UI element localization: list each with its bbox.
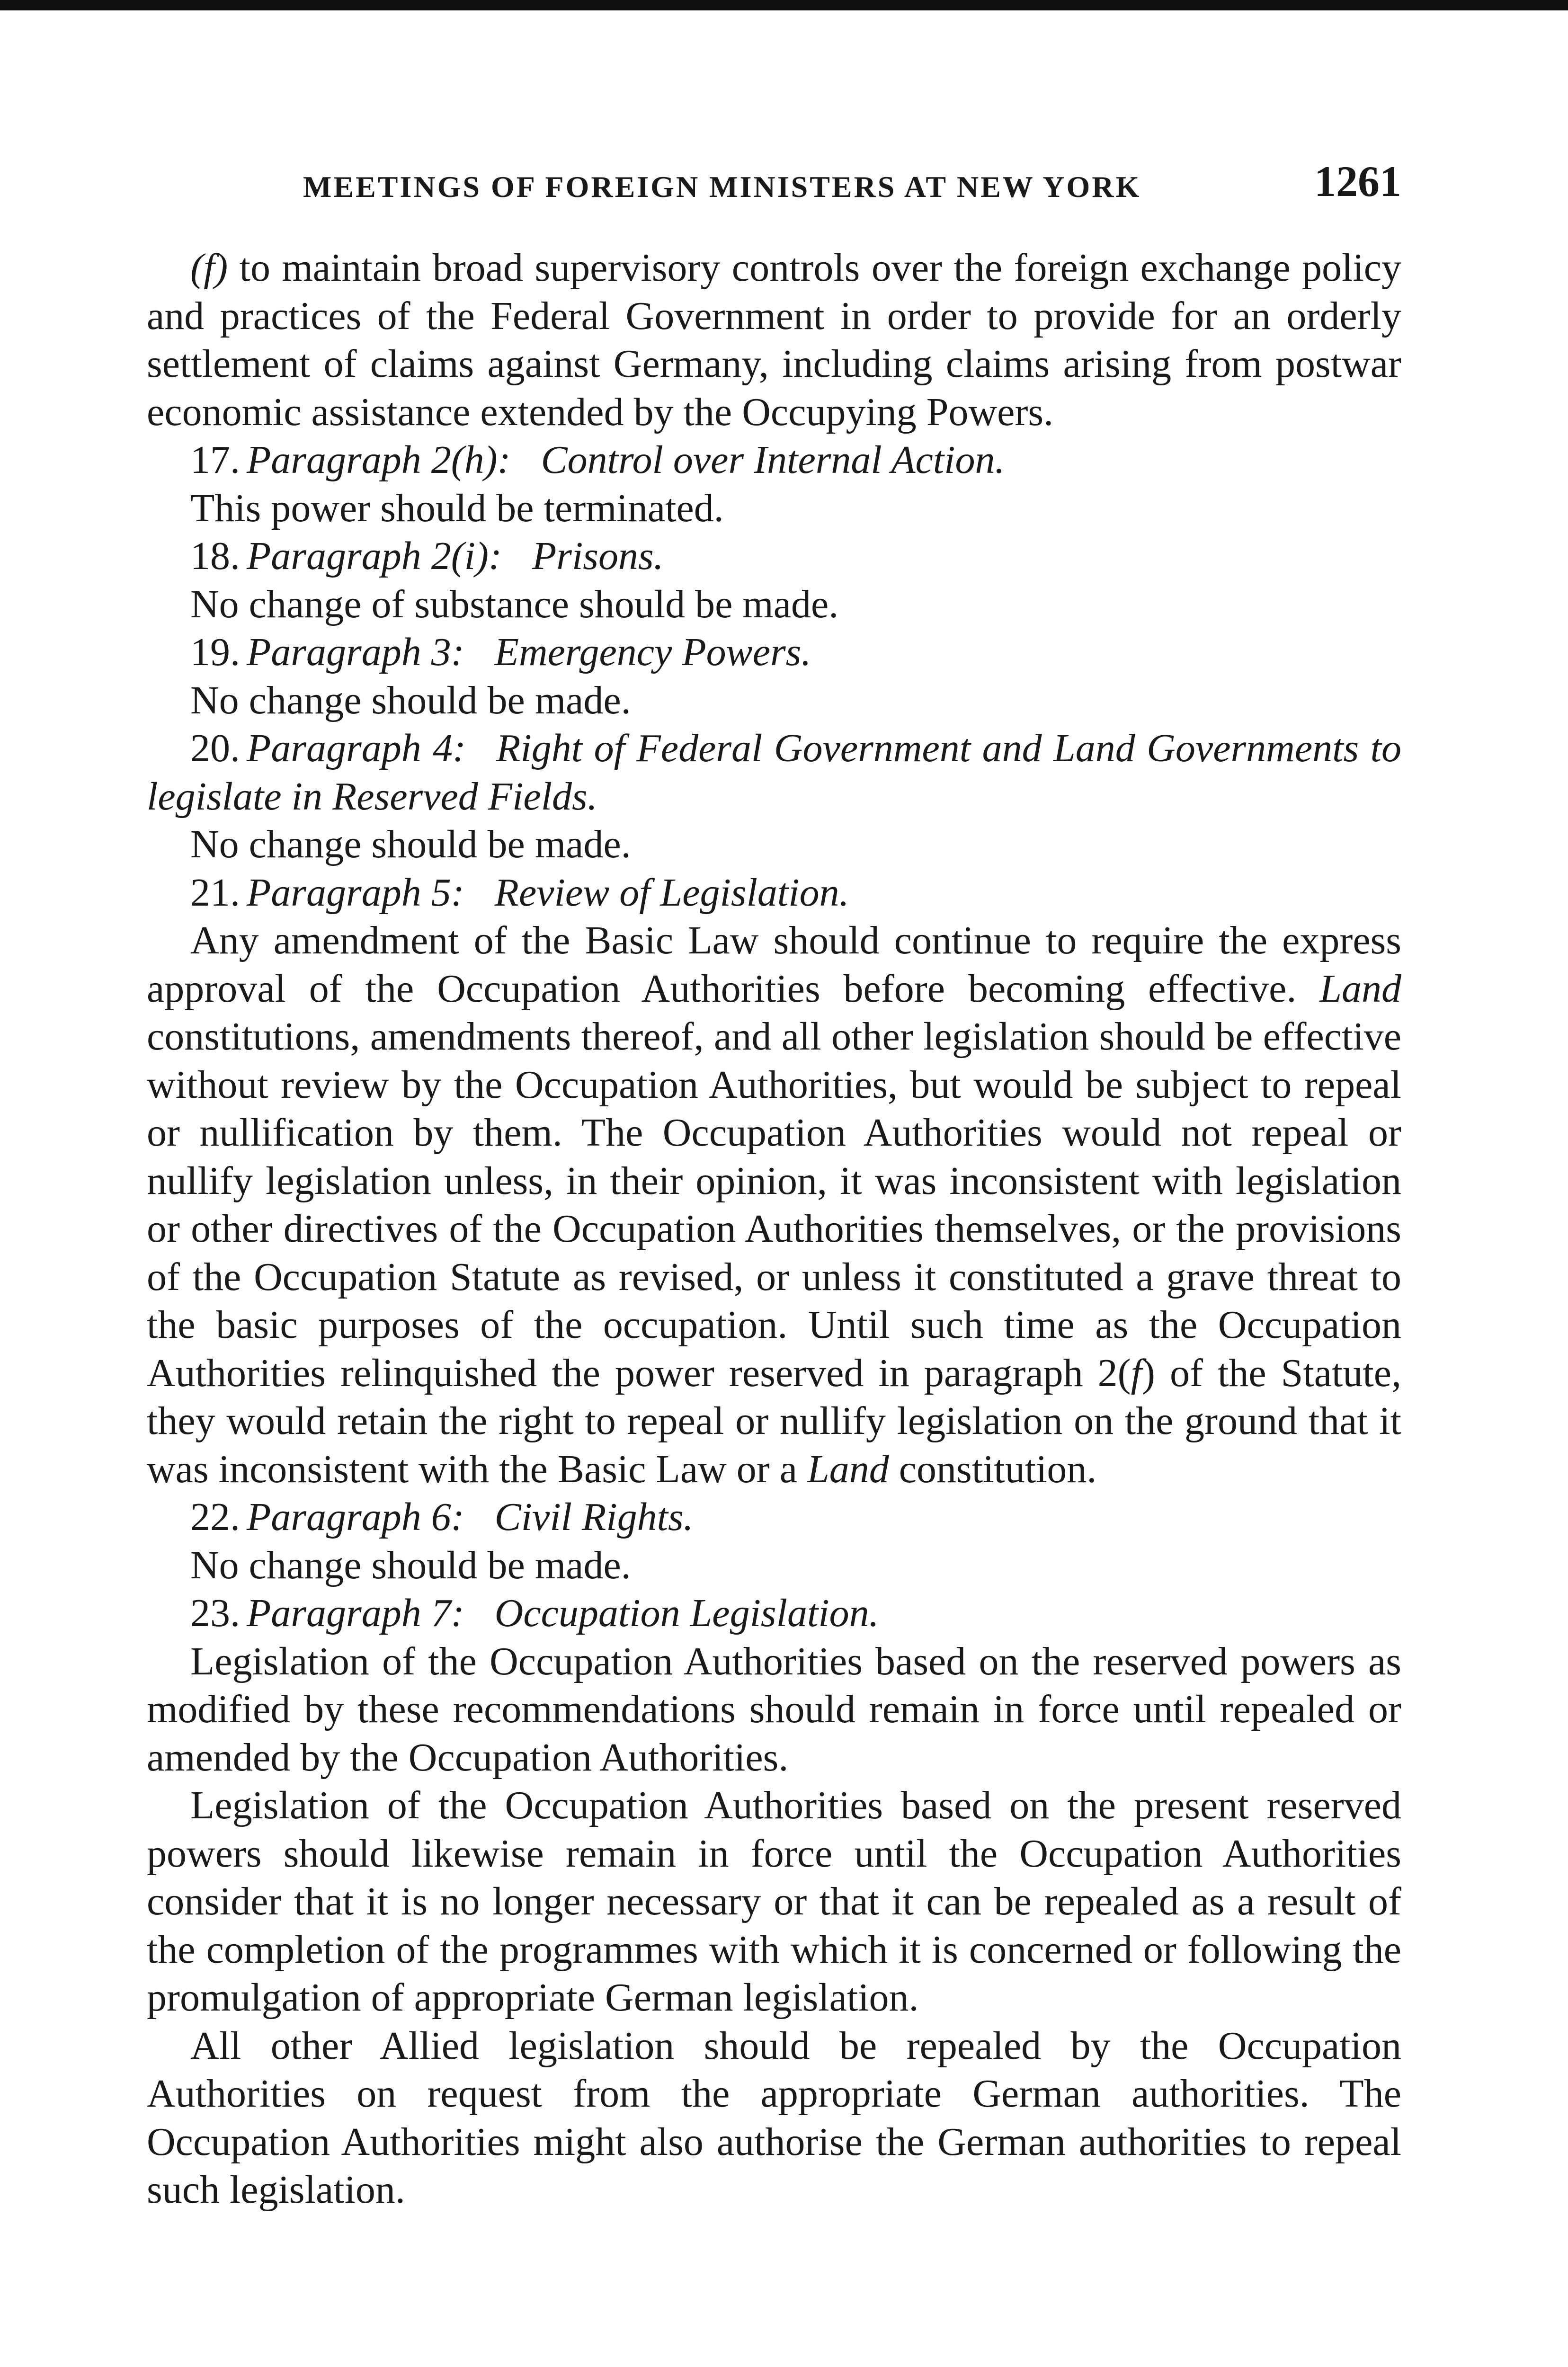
clause-f-paragraph bbox=[147, 244, 1401, 436]
section-22-text: No change should be made. bbox=[190, 1543, 631, 1587]
section-23-paragraph-2: Legislation of the Occupation Authorities based on the present reserved powers should likewise remain in force until the Occupation Authorities consider that it is no longer necessary or that it can be repealed as a result of the completion of the programmes with which it is concerned or following the promulgation of appropriate German legislation. bbox=[147, 1783, 1401, 2020]
running-header bbox=[147, 156, 1401, 208]
section-19-text: No change should be made. bbox=[190, 678, 631, 722]
paragraph-reference: Paragraph 5: bbox=[247, 870, 464, 915]
section-title: Emergency Powers. bbox=[494, 630, 811, 674]
top-border-rule bbox=[0, 0, 1568, 10]
paragraph-reference: Paragraph 7: bbox=[247, 1591, 464, 1635]
paragraph-reference: Paragraph 2(h): bbox=[247, 438, 511, 482]
section-20-text: No change should be made. bbox=[190, 822, 631, 866]
land-term: Land bbox=[807, 1447, 889, 1491]
section-19-heading bbox=[147, 628, 1401, 676]
paragraph-reference: Paragraph 4: bbox=[247, 726, 466, 770]
section-20-heading bbox=[147, 724, 1401, 820]
section-22-heading bbox=[147, 1493, 1401, 1541]
section-number: 18. bbox=[190, 534, 240, 578]
clause-f-text: to maintain broad supervisory controls over the foreign exchange policy and practices of the Federal Government in order to provide for an orderly settlement of claims against Germany, including claims arising from postwar economic assistance extended by the Occupying Powers. bbox=[147, 246, 1401, 434]
paragraph-reference: Paragraph 2(i): bbox=[247, 534, 502, 578]
body-text: constitutions, amendments thereof, and all other legislation should be effective without review by the Occupation Authorities, but would be subject to repeal or nullification by them. The Occupation Authorities would not repeal or nullify legislation unless, in their opinion, it was inconsistent with legislation or other directives of the Occupation Authorities themselves, or the provisions of the Occupation Statute as revised, or unless it constituted a grave threat to the basic purposes of the occupation. Until such time as the Occupation Authorities relinquished the power reserved in paragraph 2( bbox=[147, 1014, 1401, 1395]
section-23-heading bbox=[147, 1589, 1401, 1637]
running-title: MEETINGS OF FOREIGN MINISTERS AT NEW YORK bbox=[303, 170, 1141, 204]
body-text: constitution. bbox=[889, 1447, 1097, 1491]
section-number: 19. bbox=[190, 630, 240, 674]
section-title: Occupation Legislation. bbox=[494, 1591, 879, 1635]
section-17-heading bbox=[147, 436, 1401, 484]
section-number: 23. bbox=[190, 1591, 240, 1635]
clause-f-marker: (f) bbox=[190, 246, 228, 290]
section-21-heading bbox=[147, 869, 1401, 917]
page-number: 1261 bbox=[1314, 157, 1401, 205]
section-number: 17. bbox=[190, 438, 240, 482]
section-17-text: This power should be terminated. bbox=[190, 486, 724, 530]
body-text: Any amendment of the Basic Law should continue to require the express approval of the Occupation Authorities before becoming effective. bbox=[147, 918, 1401, 1011]
section-number: 22. bbox=[190, 1495, 240, 1539]
f-marker: f bbox=[1131, 1351, 1142, 1395]
page-body bbox=[147, 244, 1401, 2214]
section-18-heading bbox=[147, 532, 1401, 580]
section-18-text: No change of substance should be made. bbox=[190, 582, 839, 626]
section-number: 20. bbox=[190, 726, 240, 770]
section-title: Civil Rights. bbox=[494, 1495, 694, 1539]
land-term: Land bbox=[1319, 966, 1401, 1011]
section-21-body bbox=[147, 917, 1401, 1493]
body-text: ) of the Statute, they would retain the right to repeal or nullify legislation on the ground that it was inconsistent with the Basic Law or a bbox=[147, 1351, 1401, 1491]
paragraph-reference: Paragraph 3: bbox=[247, 630, 464, 674]
section-23-paragraph-3: All other Allied legislation should be repealed by the Occupation Authorities on request from the appropriate German authorities. The Occupation Authorities might also authorise the German authorities to repeal such legislation. bbox=[147, 2023, 1401, 2212]
section-number: 21. bbox=[190, 870, 240, 915]
section-title: Right of Federal Government and Land Governments to legislate in Reserved Fields. bbox=[147, 726, 1401, 819]
section-23-paragraph-1: Legislation of the Occupation Authorities based on the reserved powers as modified by these recommendations should remain in force until repealed or amended by the Occupation Authorities. bbox=[147, 1639, 1401, 1780]
section-title: Control over Internal Action. bbox=[541, 438, 1005, 482]
paragraph-reference: Paragraph 6: bbox=[247, 1495, 464, 1539]
section-title: Prisons. bbox=[532, 534, 664, 578]
section-title: Review of Legislation. bbox=[494, 870, 849, 915]
